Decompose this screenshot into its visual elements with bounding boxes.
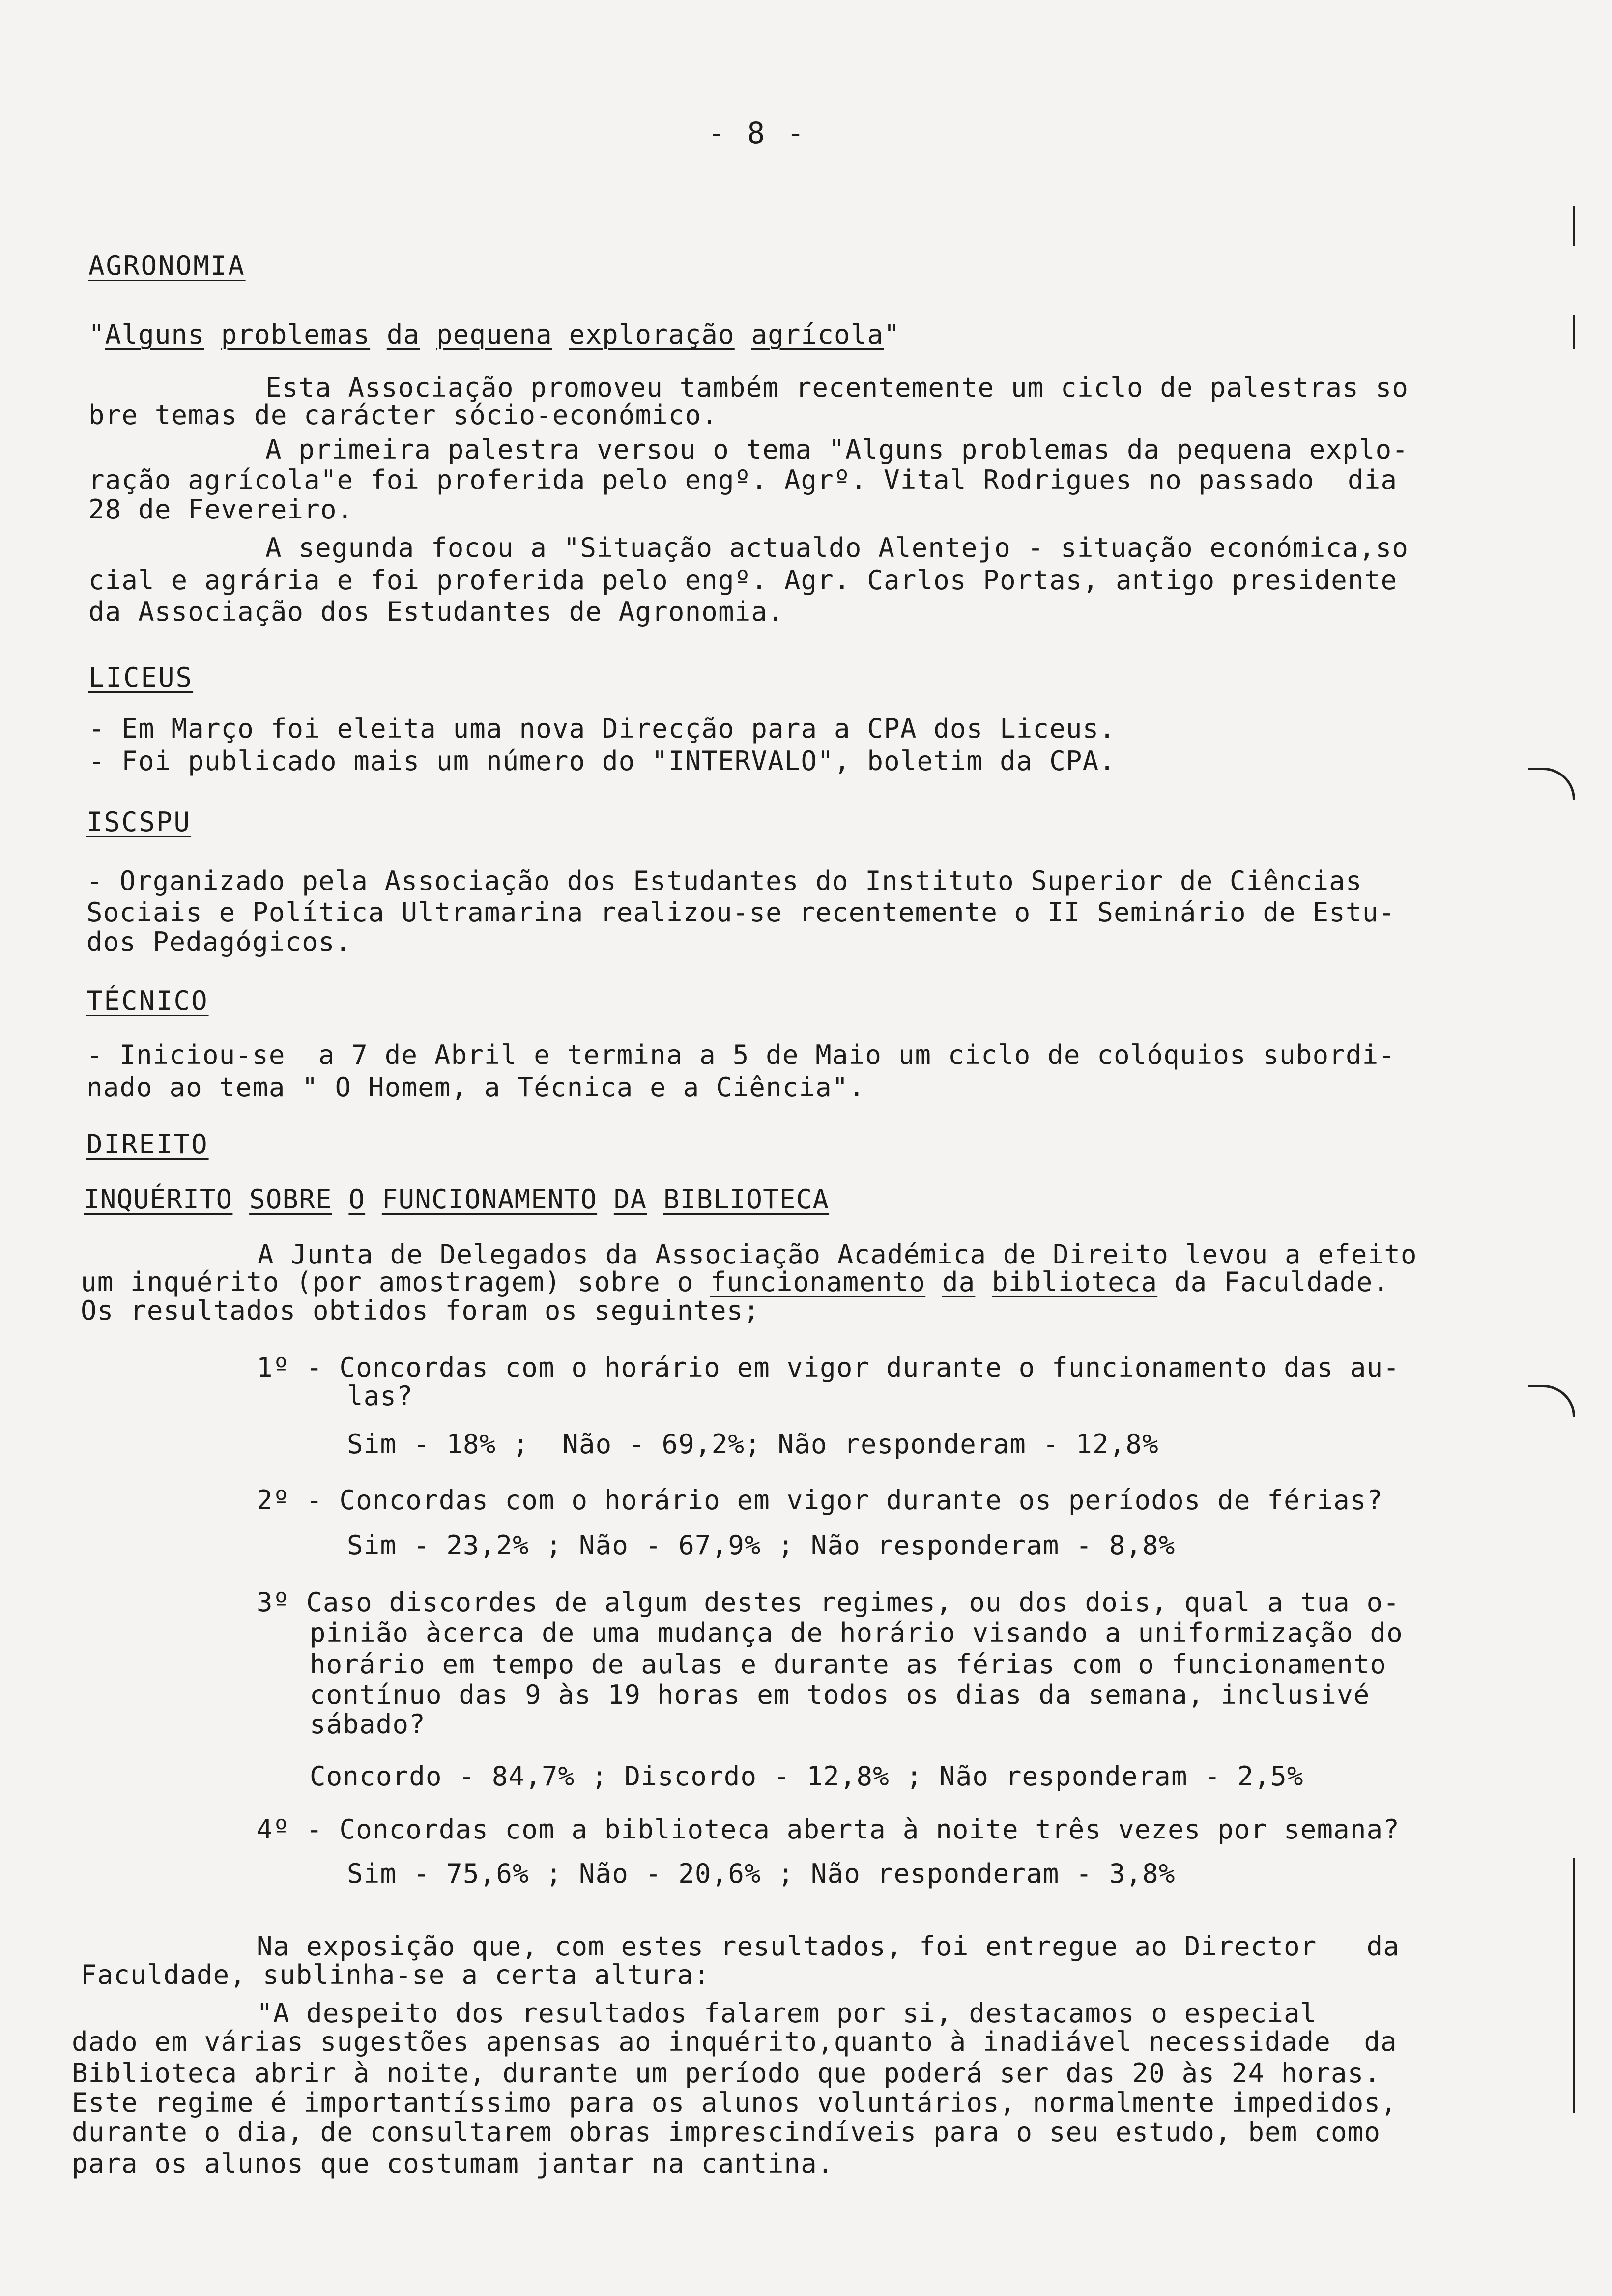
direito-intro-line: A Junta de Delegados da Associação Académica de Direito levou a efeito	[258, 1239, 1417, 1270]
title-word: Alguns	[105, 319, 204, 350]
binder-clip-mark	[1528, 1385, 1575, 1417]
agronomia-paragraph-line: A segunda focou a "Situação actualdo Alentejo - situação económica,so	[265, 532, 1409, 563]
intro-text: um inquérito (por amostragem) sobre o	[81, 1266, 711, 1297]
iscspu-line: - Organizado pela Associação dos Estudantes do Instituto Superior de Ciências	[86, 865, 1362, 896]
subheading-word: BIBLIOTECA	[663, 1184, 830, 1215]
agronomia-paragraph-line: A primeira palestra versou o tema "Alguns problemas da pequena explo-	[265, 434, 1409, 465]
intro-underlined: da	[942, 1266, 976, 1297]
intro-underlined: biblioteca	[992, 1266, 1158, 1297]
answer-2: Sim - 23,2% ; Não - 67,9% ; Não responderam - 8,8%	[347, 1530, 1176, 1561]
heading-liceus: LICEUS	[88, 662, 194, 693]
quote-line: Biblioteca abrir à noite, durante um período que poderá ser das 20 às 24 horas.	[72, 2058, 1381, 2089]
answer-4: Sim - 75,6% ; Não - 20,6% ; Não responderam - 3,8%	[347, 1858, 1176, 1889]
title-word: agrícola	[751, 319, 884, 350]
direito-intro-line	[81, 1266, 1389, 1298]
tecnico-line: nado ao tema " O Homem, a Técnica e a Ciência".	[86, 1072, 865, 1103]
binder-clip-mark	[1528, 768, 1575, 800]
title-word: problemas	[221, 319, 371, 350]
question-3: horário em tempo de aulas e durante as férias com o funcionamento	[310, 1649, 1387, 1680]
exposition-line: Na exposição que, com estes resultados, foi entregue ao Director da	[257, 1931, 1400, 1962]
scan-edge-mark	[1573, 206, 1575, 246]
question-3: 3º Caso discordes de algum destes regimes, ou dos dois, qual a tua o-	[257, 1587, 1400, 1618]
title-word: pequena	[436, 319, 552, 350]
page-number: - 8 -	[708, 116, 806, 150]
subheading-word: DA	[613, 1184, 647, 1215]
subheading-word: INQUÉRITO	[84, 1184, 233, 1215]
question-3: contínuo das 9 às 19 horas em todos os dias da semana, inclusivé	[310, 1679, 1370, 1710]
heading-tecnico: TÉCNICO	[86, 985, 209, 1016]
liceus-item: - Foi publicado mais um número do "INTERVALO", boletim da CPA.	[88, 746, 1116, 776]
quote-line: dado em várias sugestões apensas ao inquérito,quanto à inadiável necessidade da	[72, 2026, 1397, 2057]
question-2: 2º - Concordas com o horário em vigor durante os períodos de férias?	[257, 1485, 1383, 1516]
quote-line: para os alunos que costumam jantar na cantina.	[72, 2148, 834, 2179]
intro-underlined: funcionamento	[710, 1266, 926, 1297]
subheading-word: O	[348, 1184, 366, 1215]
iscspu-line: dos Pedagógicos.	[86, 926, 352, 957]
scan-edge-mark	[1573, 315, 1575, 349]
question-1: 1º - Concordas com o horário em vigor durante o funcionamento das au-	[257, 1352, 1400, 1383]
agronomia-paragraph-line: Esta Associação promoveu também recentemente um ciclo de palestras so	[265, 372, 1409, 403]
heading-agronomia: AGRONOMIA	[88, 250, 246, 281]
intro-text	[925, 1266, 942, 1297]
subheading-word: FUNCIONAMENTO	[381, 1184, 598, 1215]
quote-line: durante o dia, de consultarem obras imprescindíveis para o seu estudo, bem como	[72, 2117, 1381, 2148]
intro-text	[975, 1266, 992, 1297]
agronomia-title	[88, 318, 900, 351]
exposition-line: Faculdade, sublinha-se a certa altura:	[81, 1959, 711, 1990]
iscspu-line: Sociais e Política Ultramarina realizou-se recentemente o II Seminário de Estu-	[86, 897, 1396, 928]
subheading-word: SOBRE	[249, 1184, 332, 1215]
title-close-quote: "	[884, 319, 900, 350]
agronomia-paragraph-line: bre temas de carácter sócio-económico.	[88, 400, 719, 430]
title-open-quote: "	[88, 319, 105, 350]
agronomia-paragraph-line: cial e agrária e foi proferida pelo engº. Agr. Carlos Portas, antigo presidente	[88, 565, 1398, 596]
liceus-item: - Em Março foi eleita uma nova Direcção para a CPA dos Liceus.	[88, 713, 1116, 744]
agronomia-paragraph-line: ração agrícola"e foi proferida pelo engº. Agrº. Vital Rodrigues no passado dia	[88, 464, 1398, 495]
answer-3: Concordo - 84,7% ; Discordo - 12,8% ; Não responderam - 2,5%	[310, 1761, 1304, 1792]
direito-subheading	[84, 1183, 829, 1216]
answer-1: Sim - 18% ; Não - 69,2%; Não responderam - 12,8%	[347, 1429, 1159, 1460]
quote-line: Este regime é importantíssimo para os alunos voluntários, normalmente impedidos,	[72, 2087, 1397, 2118]
direito-intro-line: Os resultados obtidos foram os seguintes;	[81, 1295, 760, 1326]
scan-edge-mark	[1573, 1858, 1575, 2113]
intro-text: da Faculdade.	[1157, 1266, 1390, 1297]
title-word: da	[386, 319, 420, 350]
agronomia-paragraph-line: 28 de Fevereiro.	[88, 494, 354, 525]
question-3: sábado?	[310, 1709, 426, 1740]
quote-line: "A despeito dos resultados falarem por si, destacamos o especial	[257, 1998, 1317, 2029]
question-1: las?	[347, 1380, 413, 1411]
title-word: exploração	[569, 319, 735, 350]
question-4: 4º - Concordas com a biblioteca aberta à noite três vezes por semana?	[257, 1814, 1400, 1845]
heading-iscspu: ISCSPU	[86, 806, 192, 837]
agronomia-paragraph-line: da Associação dos Estudantes de Agronomia.	[88, 596, 784, 627]
heading-direito: DIREITO	[86, 1129, 209, 1160]
question-3: pinião àcerca de uma mudança de horário visando a uniformização do	[310, 1617, 1403, 1648]
tecnico-line: - Iniciou-se a 7 de Abril e termina a 5 de Maio um ciclo de colóquios subordi-	[86, 1039, 1396, 1070]
